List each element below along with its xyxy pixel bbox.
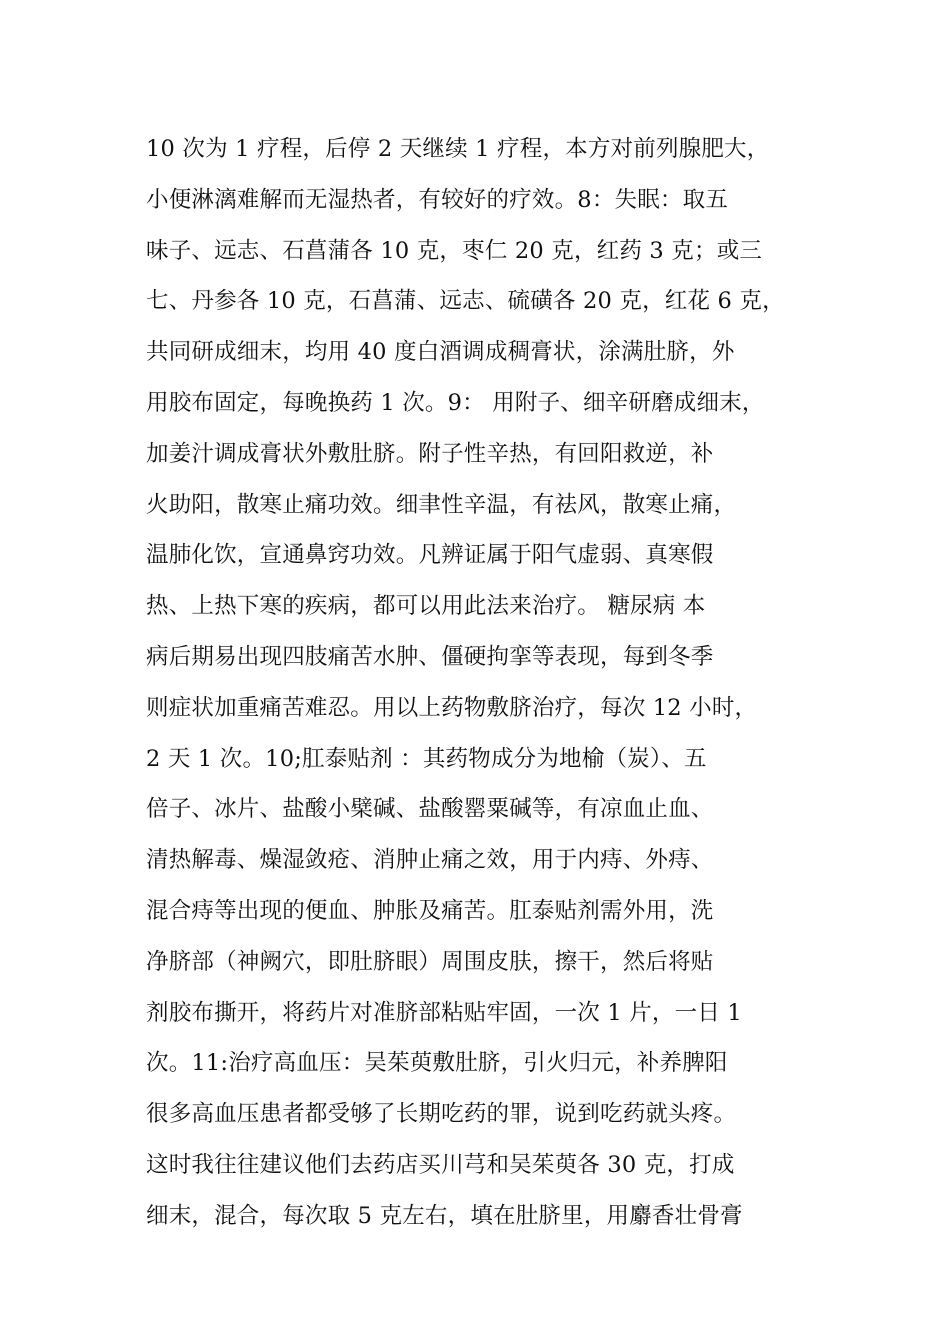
document-body [146,124,826,1242]
text-line: 火助阳，散寒止痛功效。细聿性辛温，有祛风，散寒止痛， [146,491,737,518]
text-line: 混合痔等出现的便血、肿胀及痛苦。肛泰贴剂需外用，洗 [146,897,714,924]
text-line: 很多高血压患者都受够了长期吃药的罪，说到吃药就头疼。 [146,1101,737,1128]
text-line: 这时我往往建议他们去药店买川芎和吴茱萸各 30 克，打成 [146,1151,735,1178]
text-line: 2 天 1 次。10;肛泰贴剂 ：其药物成分为地榆（炭）、五 [146,745,707,772]
text-line: 热、上热下寒的疾病，都可以用此法来治疗。 糖尿病 本 [146,593,706,620]
text-line: 小便淋漓难解而无湿热者，有较好的疗效。8：失眠：取五 [146,186,729,213]
text-line: 细末，混合，每次取 5 克左右，填在肚脐里，用麝香壮骨膏 [146,1202,743,1229]
text-line: 则症状加重痛苦难忍。用以上药物敷脐治疗，每次 12 小时， [146,694,758,721]
text-line: 味子、远志、石菖蒲各 10 克，枣仁 20 克，红药 3 克；或三 [146,237,763,264]
text-line: 共同研成细末，均用 40 度白酒调成稠膏状，涂满肚脐，外 [146,339,735,366]
text-line: 净脐部（神阙穴，即肚脐眼）周围皮肤，擦干，然后将贴 [146,948,714,975]
text-line: 病后期易出现四肢痛苦水肿、僵硬拘挛等表现，每到冬季 [146,643,714,670]
text-line: 次。11:治疗高血压：吴茱萸敷肚脐，引火归元，补养脾阳 [146,1050,728,1077]
text-line: 清热解毒、燥湿敛疮、消肿止痛之效，用于内痔、外痔、 [146,847,714,874]
text-line: 倍子、冰片、盐酸小檗碱、盐酸罂粟碱等，有凉血止血、 [146,796,714,823]
text-line: 温肺化饮，宣通鼻窍功效。凡辨证属于阳气虚弱、真寒假 [146,542,714,569]
text-line: 用胶布固定，每晚换药 1 次。9： 用附子、细辛研磨成细末， [146,389,765,416]
text-line: 加姜汁调成膏状外敷肚脐。附子性辛热，有回阳救逆，补 [146,440,714,467]
text-line: 剂胶布撕开，将药片对准脐部粘贴牢固，一次 1 片，一日 1 [146,999,742,1026]
text-line: 七、丹参各 10 克，石菖蒲、远志、硫磺各 20 克，红花 6 克， [146,288,785,315]
text-line: 10 次为 1 疗程，后停 2 天继续 1 疗程，本方对前列腺肥大， [146,136,770,162]
